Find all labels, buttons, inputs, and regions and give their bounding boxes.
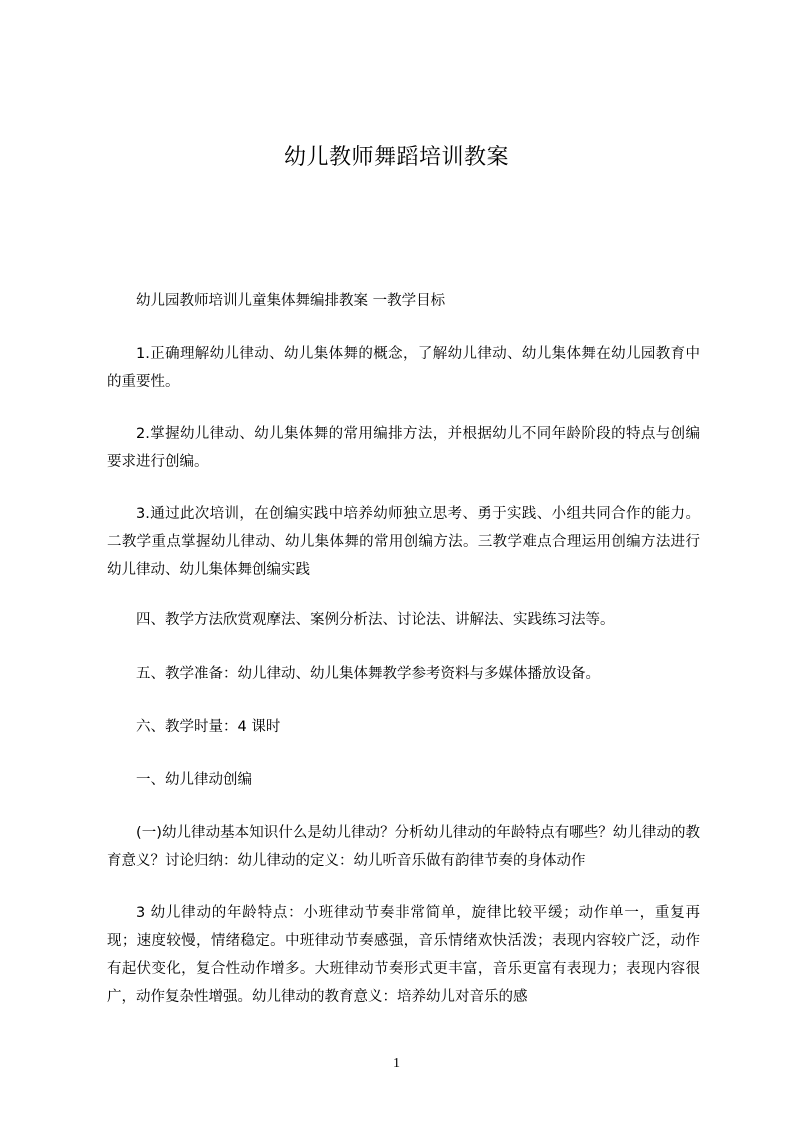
page-number: 1 (393, 1056, 400, 1071)
paragraph-2-block (107, 340, 700, 396)
paragraph-3-block (107, 420, 700, 476)
paragraph-6-block (107, 660, 700, 688)
paragraph-objectives-heading: 幼儿园教师培训儿童集体舞编排教案 一教学目标 (136, 293, 446, 309)
paragraph-objective-2: 2.掌握幼儿律动、幼儿集体舞的常用编排方法，并根据幼儿不同年龄阶段的特点与创编要求进行创编。 (107, 426, 700, 470)
paragraph-5-block (107, 606, 700, 634)
section-heading-rhythm: 一、幼儿律动创编 (136, 772, 252, 788)
paragraph-7-block (107, 713, 700, 741)
paragraph-10-block (107, 899, 700, 1011)
paragraph-8-block (107, 766, 700, 794)
paragraph-rhythm-basics: (一)幼儿律动基本知识什么是幼儿律动？分析幼儿律动的年龄特点有哪些？幼儿律动的教育意义？讨论归纳：幼儿律动的定义：幼儿听音乐做有韵律节奏的身体动作 (107, 825, 700, 869)
document-title: 幼儿教师舞蹈培训教案 (283, 145, 509, 170)
paragraph-teaching-preparation: 五、教学准备：幼儿律动、幼儿集体舞教学参考资料与多媒体播放设备。 (136, 666, 600, 682)
paragraph-4-block (107, 500, 700, 584)
paragraph-teaching-methods: 四、教学方法欣赏观摩法、案例分析法、讨论法、讲解法、实践练习法等。 (136, 612, 615, 628)
paragraph-9-block (107, 819, 700, 875)
paragraph-1-block (107, 287, 700, 315)
paragraph-rhythm-age-features: 3 幼儿律动的年龄特点：小班律动节奏非常简单，旋律比较平缓；动作单一，重复再现；速度较慢，情绪稳定。中班律动节奏感强，音乐情绪欢快活泼；表现内容较广泛，动作有起伏变化，复合性动作增多。大班律动节奏形式更丰富，音乐更富有表现力；表现内容很广，动作复杂性增强。幼儿律动的教育意义：培养幼儿对音乐的感 (107, 905, 700, 1005)
paragraph-teaching-hours: 六、教学时量：4 课时 (136, 719, 281, 735)
paragraph-objective-1: 1.正确理解幼儿律动、幼儿集体舞的概念，了解幼儿律动、幼儿集体舞在幼儿园教育中的重要性。 (107, 346, 700, 390)
paragraph-objective-3: 3.通过此次培训，在创编实践中培养幼师独立思考、勇于实践、小组共同合作的能力。二教学重点掌握幼儿律动、幼儿集体舞的常用创编方法。三教学难点合理运用创编方法进行幼儿律动、幼儿集体舞创编实践 (107, 506, 700, 578)
